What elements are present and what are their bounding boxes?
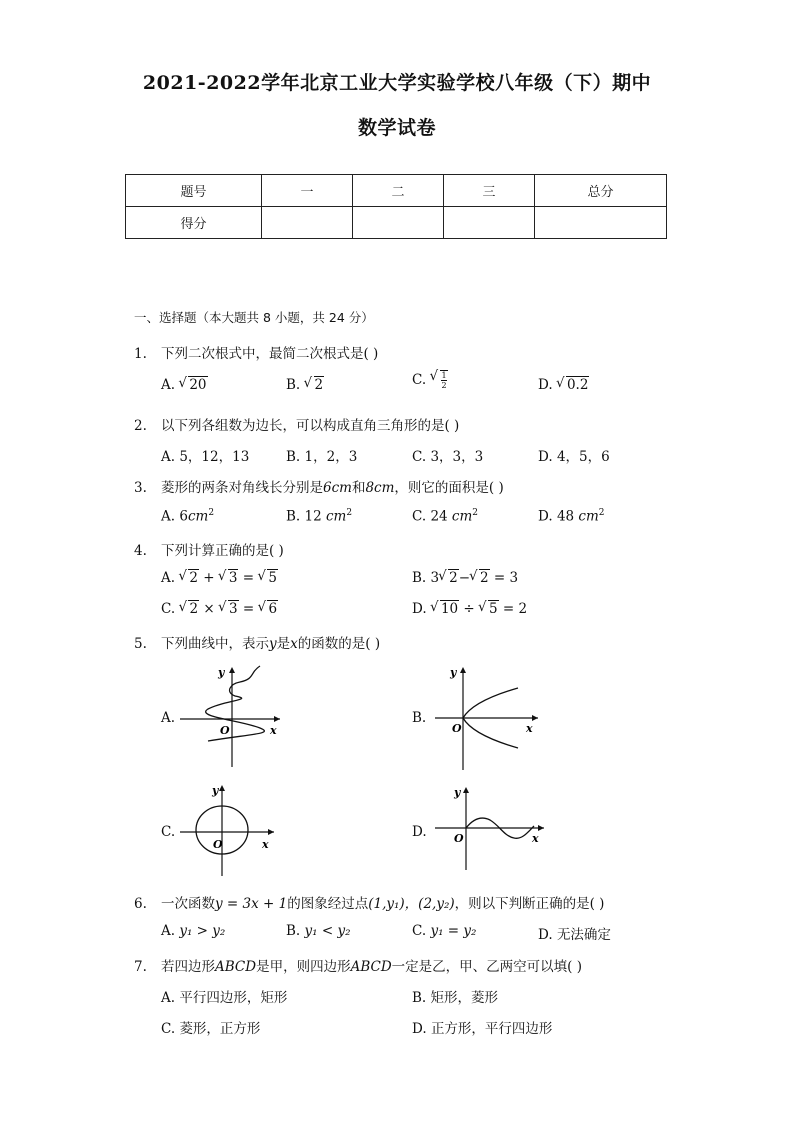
x-label: x: [532, 832, 539, 845]
score-table-header-row: [126, 175, 667, 207]
option-label: D.: [538, 377, 553, 393]
numerator: √ 1: [441, 371, 447, 380]
origin-label: O: [220, 724, 230, 737]
question-number: 4.: [134, 543, 147, 559]
graph-c[interactable]: [178, 778, 283, 878]
option-7a[interactable]: [161, 986, 287, 1006]
option-4d[interactable]: [412, 601, 527, 617]
y-arrow-icon: [460, 667, 466, 673]
option-label: C.: [412, 508, 427, 525]
sqrt-expression: [305, 377, 325, 393]
option-6b[interactable]: [286, 923, 351, 939]
operator: ×: [203, 601, 215, 617]
option-label: C.: [412, 372, 427, 388]
question-2: [134, 414, 459, 434]
option-text: 矩形，菱形: [430, 990, 499, 1006]
y-arrow-icon: [229, 667, 235, 673]
radicand: 5: [489, 601, 498, 617]
option-text: y₁ = y₂: [430, 923, 477, 939]
option-text: 正方形，平行四边形: [430, 1021, 553, 1037]
option-3a[interactable]: [161, 508, 214, 525]
option-label: B.: [412, 990, 427, 1006]
option-1c[interactable]: [412, 370, 448, 390]
x-label: x: [270, 724, 277, 737]
math-points: (1,y₁)，(2,y₂): [368, 896, 455, 912]
sqrt-expression: [179, 377, 207, 393]
score-table: [125, 174, 667, 239]
radicand: 2: [189, 570, 198, 586]
question-6: [134, 892, 604, 912]
operator: −: [458, 570, 471, 586]
option-unit: cm: [578, 508, 599, 525]
x-arrow-icon: [532, 715, 538, 721]
question-stem: 下列计算正确的是( ): [161, 543, 284, 559]
score-header-cell: 总分: [535, 175, 667, 207]
question-number: 3.: [134, 480, 147, 496]
sqrt-expression: [439, 570, 459, 586]
sqrt-expression: [179, 601, 199, 617]
question-stem-part: ，则它的面积是( ): [394, 480, 504, 496]
radicand: 2: [189, 601, 199, 617]
option-1a[interactable]: [161, 377, 208, 393]
option-exponent: 2: [208, 508, 215, 518]
y-label: y: [454, 786, 461, 799]
option-7c[interactable]: [161, 1017, 260, 1037]
exam-title-line1: 2021-2022学年北京工业大学实验学校八年级（下）期中: [142, 72, 652, 94]
question-number: 1.: [134, 346, 147, 362]
option-2b[interactable]: [286, 445, 357, 465]
option-label: A.: [161, 570, 176, 586]
option-label: B.: [286, 377, 301, 393]
option-label: B.: [412, 570, 427, 586]
score-header-cell: 二: [353, 175, 444, 207]
option-7b[interactable]: [412, 986, 498, 1006]
operator: +: [203, 570, 215, 586]
option-text: 菱形，正方形: [179, 1021, 261, 1037]
sqrt-expression: [479, 601, 499, 617]
sqrt-expression: [258, 570, 278, 586]
sqrt-expression: [179, 570, 199, 586]
x-label: x: [262, 838, 269, 851]
sqrt-expression: [470, 570, 490, 586]
question-stem-part: 一定是乙，甲、乙两空可以填( ): [391, 959, 582, 975]
equals: = 2: [502, 601, 528, 617]
score-header-cell: 三: [444, 175, 535, 207]
coefficient: 3: [430, 570, 440, 586]
question-4: [134, 539, 284, 559]
section-heading: 一、选择题（本大题共 8 小题，共 24 分）: [134, 310, 374, 325]
option-label: B.: [286, 923, 301, 939]
sqrt-expression: [258, 601, 278, 617]
radicand: 3: [228, 601, 238, 617]
question-stem-part: 和: [351, 480, 366, 496]
question-number: 7.: [134, 959, 147, 975]
option-text: 平行四边形，矩形: [179, 990, 288, 1006]
option-3c[interactable]: [412, 508, 478, 525]
math-value: 6cm: [323, 480, 352, 496]
option-label: A.: [161, 449, 176, 465]
question-5: [134, 632, 380, 652]
score-cell[interactable]: [535, 207, 667, 239]
option-exponent: 2: [346, 508, 353, 518]
option-2d[interactable]: [538, 445, 610, 465]
option-label: A.: [161, 377, 176, 393]
option-5a-label[interactable]: A.: [161, 710, 176, 726]
question-number: 6.: [134, 896, 147, 912]
curve-a: [206, 666, 265, 741]
sqrt-expression: [219, 601, 239, 617]
x-label: x: [526, 722, 533, 735]
question-stem: 下列二次根式中，最简二次根式是( ): [161, 346, 379, 362]
operator: ÷: [463, 601, 475, 617]
option-label: D.: [538, 508, 553, 525]
radicand: 2: [480, 570, 489, 586]
equals: =: [242, 570, 255, 586]
math-var: ABCD: [215, 959, 257, 975]
equals: =: [242, 601, 255, 617]
option-3d[interactable]: [538, 508, 605, 525]
option-6a[interactable]: [161, 923, 225, 939]
radicand: 0.2: [566, 377, 589, 393]
option-value: 48: [556, 508, 575, 525]
question-stem-part: 菱形的两条对角线长分别是: [161, 480, 323, 496]
question-stem-part: 是: [276, 636, 291, 652]
question-stem-part: 一次函数: [161, 896, 215, 912]
option-text: 1，2，3: [304, 449, 358, 465]
equals: = 3: [493, 570, 519, 586]
radicand: 5: [268, 570, 277, 586]
option-label: D.: [412, 1021, 427, 1037]
fraction: [441, 371, 446, 390]
option-exponent: 2: [472, 508, 479, 518]
score-cell[interactable]: [444, 207, 535, 239]
question-number: 5.: [134, 636, 147, 652]
score-cell[interactable]: [262, 207, 353, 239]
option-1b[interactable]: [286, 377, 324, 393]
option-label: A.: [161, 990, 176, 1006]
option-6d[interactable]: [538, 923, 611, 943]
question-stem-part: 下列曲线中，表示: [161, 636, 269, 652]
y-arrow-icon: [219, 785, 225, 791]
option-text: 4，5，6: [556, 449, 610, 465]
option-label: C.: [412, 449, 427, 465]
option-unit: cm: [187, 508, 209, 525]
math-value: 8cm: [365, 480, 395, 496]
option-label: B.: [286, 449, 301, 465]
radicand: 3: [228, 570, 238, 586]
y-label: y: [212, 784, 219, 797]
option-label: D.: [412, 601, 427, 617]
origin-label: O: [452, 722, 462, 735]
radicand: 20: [189, 377, 207, 393]
option-3b[interactable]: [286, 508, 352, 525]
x-arrow-icon: [274, 716, 280, 722]
question-stem-part: 是甲，则四边形: [256, 959, 351, 975]
option-value: 24: [430, 508, 448, 525]
question-3: [134, 476, 504, 496]
option-label: C.: [161, 1021, 176, 1037]
origin-label: O: [213, 838, 223, 851]
option-exponent: 2: [598, 508, 605, 518]
score-table-score-row: [126, 207, 667, 239]
option-4a[interactable]: [161, 570, 278, 586]
option-1d[interactable]: [538, 377, 589, 393]
option-5c-label[interactable]: C.: [161, 824, 176, 840]
sqrt-expression: [431, 601, 459, 617]
y-label: y: [218, 666, 225, 679]
option-5b-label[interactable]: B.: [412, 710, 427, 726]
option-value: 6: [179, 508, 188, 525]
graph-b[interactable]: [430, 662, 545, 772]
option-2c[interactable]: [412, 445, 483, 465]
denominator: 2: [441, 381, 447, 390]
math-var: ABCD: [350, 959, 392, 975]
score-cell[interactable]: [353, 207, 444, 239]
option-text: 3，3，3: [430, 449, 484, 465]
score-header-cell: 一: [262, 175, 353, 207]
exam-title-line2: 数学试卷: [357, 117, 436, 139]
option-value: 12: [304, 508, 322, 525]
x-arrow-icon: [538, 825, 544, 831]
option-label: A.: [161, 923, 176, 939]
option-label: C.: [161, 601, 176, 617]
graph-d[interactable]: [430, 782, 550, 872]
radicand: 10: [440, 601, 459, 617]
question-stem-part: 的图象经过点: [287, 896, 369, 912]
option-label: A.: [161, 508, 176, 525]
score-header-cell: 题号: [126, 175, 262, 207]
question-stem-part: 若四边形: [161, 959, 215, 975]
y-label: y: [450, 666, 457, 679]
question-1: [134, 342, 378, 362]
math-var: y: [269, 636, 277, 652]
graph-a[interactable]: [180, 662, 290, 772]
sqrt-expression: [219, 570, 239, 586]
radicand: 2: [314, 377, 324, 393]
math-var: x: [290, 636, 298, 652]
score-row-label: 得分: [126, 207, 262, 239]
question-number: 2.: [134, 418, 147, 434]
question-stem: 以下列各组数为边长，可以构成直角三角形的是( ): [161, 418, 460, 434]
option-text: 无法确定: [556, 927, 611, 943]
x-arrow-icon: [268, 829, 274, 835]
option-label: C.: [412, 923, 427, 939]
radicand: 6: [268, 601, 278, 617]
y-arrow-icon: [463, 787, 469, 793]
option-7d[interactable]: [412, 1017, 552, 1037]
option-text: y₁ < y₂: [304, 923, 351, 939]
option-label: D.: [538, 449, 553, 465]
option-label: B.: [286, 508, 301, 525]
question-7: [134, 955, 582, 975]
option-unit: cm: [326, 508, 347, 525]
question-stem-part: 的函数的是( ): [297, 636, 381, 652]
option-2a[interactable]: [161, 445, 249, 465]
option-label: D.: [538, 927, 553, 943]
radicand: 2: [449, 570, 458, 586]
origin-label: O: [454, 832, 464, 845]
option-4c[interactable]: [161, 601, 278, 617]
option-6c[interactable]: [412, 923, 476, 939]
option-5d-label[interactable]: D.: [412, 824, 427, 840]
option-text: 5，12，13: [179, 449, 250, 465]
option-4b[interactable]: [412, 570, 518, 586]
sqrt-expression: [557, 377, 589, 393]
option-text: y₁ > y₂: [179, 923, 226, 939]
math-formula: y = 3x + 1: [215, 896, 288, 912]
sqrt-fraction-expression: [430, 370, 447, 390]
question-stem-part: ，则以下判断正确的是( ): [454, 896, 605, 912]
option-unit: cm: [451, 508, 473, 525]
